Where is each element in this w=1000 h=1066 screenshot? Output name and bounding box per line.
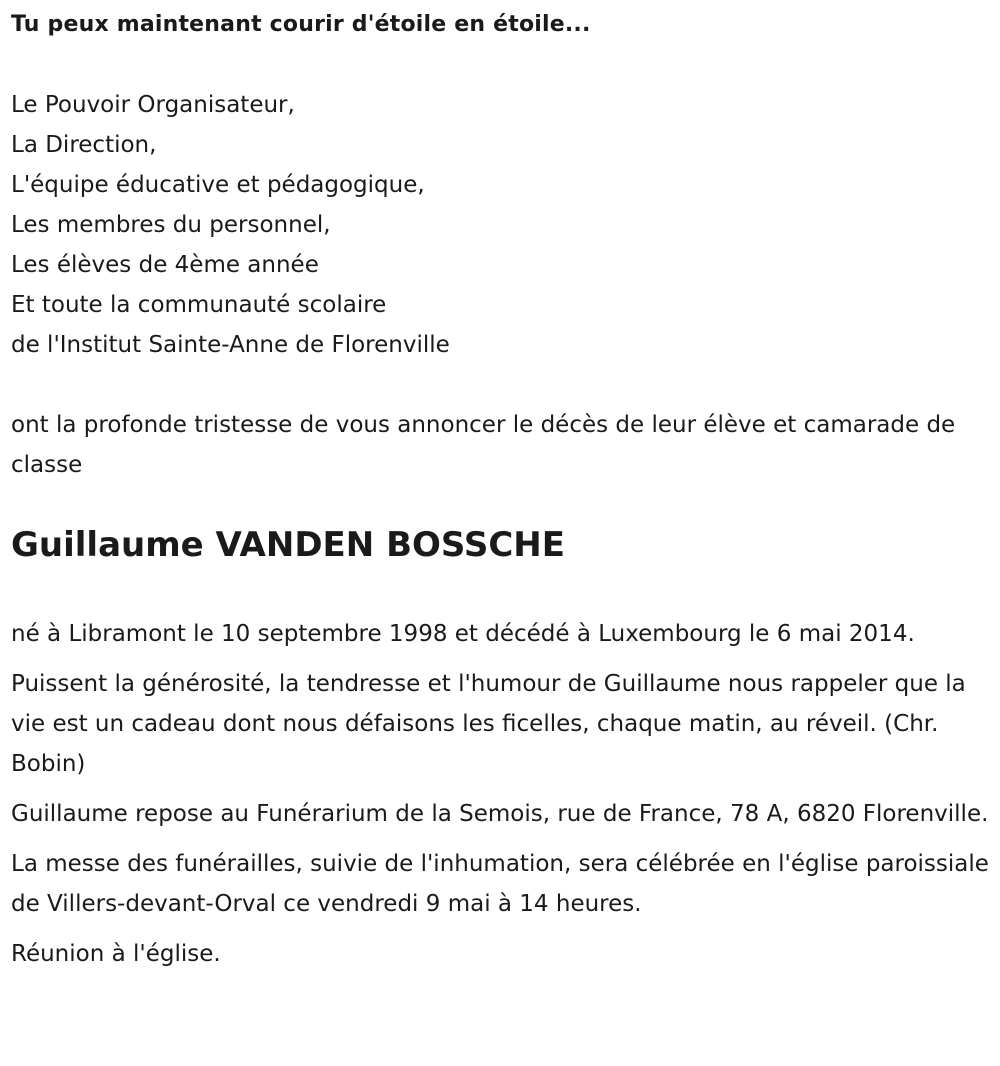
senders-list	[11, 85, 450, 365]
meeting-text: Réunion à l'église.	[11, 941, 221, 967]
rest-place-text: Guillaume repose au Funérarium de la Semois, rue de France, 78 A, 6820 Florenville.	[11, 801, 989, 827]
sender-line: L'équipe éducative et pédagogique,	[11, 172, 425, 198]
sender-line: Les élèves de 4ème année	[11, 252, 319, 278]
quote-text: Puissent la générosité, la tendresse et l'humour de Guillaume nous rappeler que la vie est un cadeau dont nous défaisons les ficelles, chaque matin, au réveil. (Chr. Bobin)	[11, 671, 966, 777]
birth-death-text: né à Libramont le 10 septembre 1998 et décédé à Luxembourg le 6 mai 2014.	[11, 621, 915, 647]
sender-line: de l'Institut Sainte-Anne de Florenville	[11, 332, 450, 358]
obituary-details	[11, 614, 991, 984]
deceased-name: Guillaume VANDEN BOSSCHE	[11, 525, 565, 565]
intro-title: Tu peux maintenant courir d'étoile en étoile...	[11, 12, 591, 37]
sender-line: Les membres du personnel,	[11, 212, 331, 238]
sender-line: Et toute la communauté scolaire	[11, 292, 387, 318]
funeral-text: La messe des funérailles, suivie de l'inhumation, sera célébrée en l'église paroissiale de Villers-devant-Orval ce vendredi 9 mai à 14 heures.	[11, 851, 989, 917]
sender-line: La Direction,	[11, 132, 157, 158]
announcement-text: ont la profonde tristesse de vous annoncer le décès de leur élève et camarade de classe	[11, 412, 956, 478]
sender-line: Le Pouvoir Organisateur,	[11, 92, 295, 118]
